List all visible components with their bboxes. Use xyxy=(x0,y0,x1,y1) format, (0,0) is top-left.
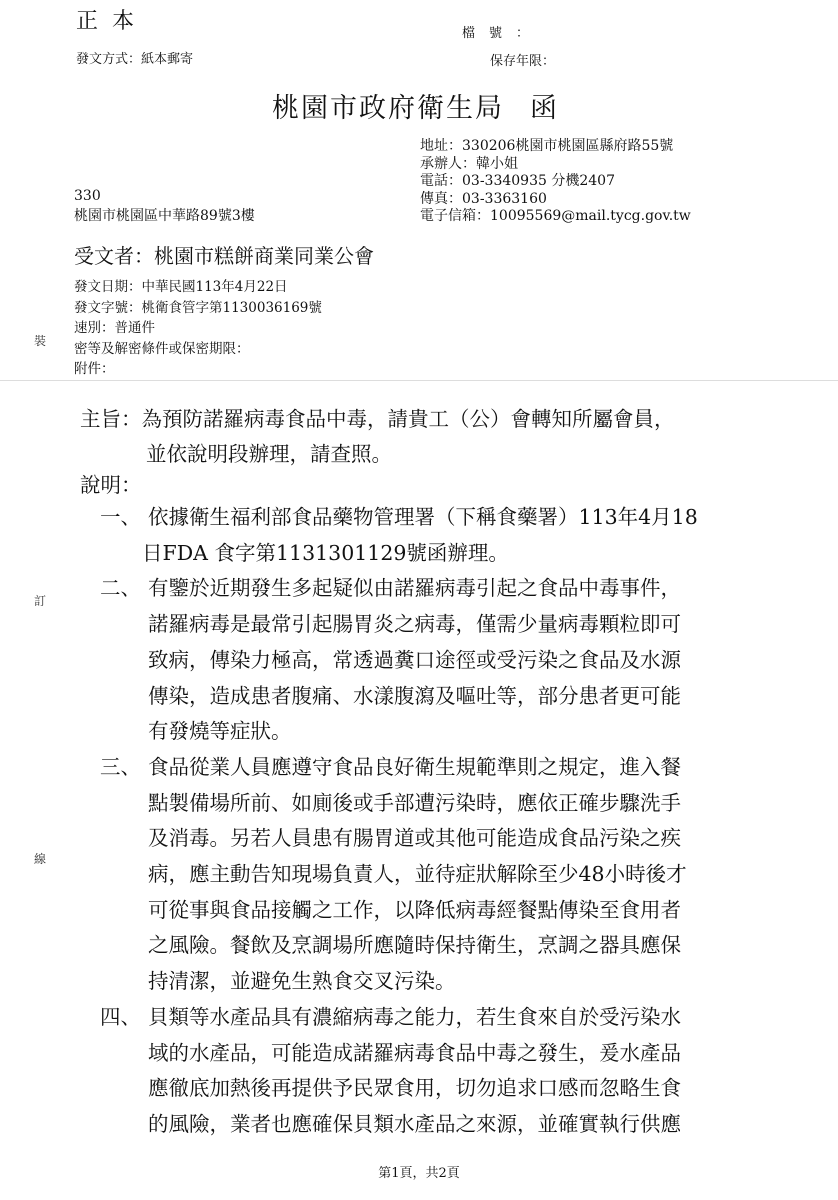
item-line: 傳染，造成患者腹痛、水漾腹瀉及嘔吐等，部分患者更可能 xyxy=(148,683,681,708)
issue-date: 發文日期：中華民國113年4月22日 xyxy=(74,279,288,295)
archive-number xyxy=(462,22,529,41)
document-title xyxy=(272,86,559,125)
binding-mark-staple: 訂 xyxy=(34,594,47,608)
recipient-street: 桃園市桃園區中華路89號3樓 xyxy=(74,208,255,224)
explanation-item-3 xyxy=(0,750,838,1000)
archive-number-label: 檔號 xyxy=(462,26,517,41)
explanation-heading: 說明： xyxy=(80,473,142,497)
delivery-speed: 速別：普通件 xyxy=(74,320,155,336)
item-line: 持清潔，並避免生熟食交叉污染。 xyxy=(148,969,456,994)
subject-line-2: 並依說明段辦理，請查照。 xyxy=(146,442,392,466)
sender-address: 地址：330206桃園市桃園區縣府路55號 xyxy=(420,138,674,154)
item-number: 三、 xyxy=(100,754,141,779)
item-line: 病，應主動告知現場負責人，並待症狀解除至少48小時後才 xyxy=(148,862,687,887)
item-line: 可從事與食品接觸之工作，以降低病毒經餐點傳染至食用者 xyxy=(148,897,681,922)
item-line: 有發燒等症狀。 xyxy=(148,719,292,744)
explanation-item-4 xyxy=(0,1000,838,1143)
binding-mark-bind: 裝 xyxy=(34,334,47,348)
recipient-address xyxy=(74,186,255,226)
recipient-zip: 330 xyxy=(74,188,101,204)
scan-divider xyxy=(0,380,838,381)
document-meta xyxy=(74,277,322,380)
explanation-item-1 xyxy=(0,500,838,571)
phone: 電話：03-3340935 分機2407 xyxy=(420,173,615,189)
item-line: 點製備場所前、如廁後或手部遭污染時，應依正確步驟洗手 xyxy=(148,790,681,815)
explanation-items xyxy=(0,500,838,1143)
subject xyxy=(80,402,675,472)
security-level: 密等及解密條件或保密期限： xyxy=(74,340,250,357)
archive-number-colon: ： xyxy=(516,26,530,41)
item-line: 日FDA 食字第1131301129號函辦理。 xyxy=(142,540,509,565)
agency-name: 桃園市政府衛生局 xyxy=(272,93,504,124)
document-type: 函 xyxy=(530,93,559,124)
item-line: 及消毒。另若人員患有腸胃道或其他可能造成食品污染之疾 xyxy=(148,826,681,851)
item-number: 四、 xyxy=(100,1004,141,1029)
explanation-item-2 xyxy=(0,571,838,750)
document-number: 發文字號：桃衛食管字第1130036169號 xyxy=(74,299,322,316)
item-line: 貝類等水產品具有濃縮病毒之能力，若生食來自於受污染水 xyxy=(148,1004,681,1029)
retention-period: 保存年限： xyxy=(490,54,556,69)
item-number: 二、 xyxy=(100,576,141,601)
item-number: 一、 xyxy=(100,505,141,529)
item-line: 的風險，業者也應確保貝類水產品之來源，並確實執行供應 xyxy=(148,1111,681,1136)
binding-mark-line: 線 xyxy=(34,852,47,866)
attachments: 附件： xyxy=(74,361,115,377)
addressee: 受文者：桃園市糕餅商業同業公會 xyxy=(74,244,374,268)
contact-person: 承辦人：韓小姐 xyxy=(420,155,518,172)
item-line: 致病，傳染力極高，常透過糞口途徑或受污染之食品及水源 xyxy=(148,647,681,672)
official-copy-label: 正本 xyxy=(76,9,149,34)
item-line: 有鑒於近期發生多起疑似由諾羅病毒引起之食品中毒事件， xyxy=(148,576,681,601)
item-line: 食品從業人員應遵守食品良好衛生規範準則之規定，進入餐 xyxy=(148,754,681,779)
send-method: 發文方式：紙本郵寄 xyxy=(76,52,194,67)
subject-line-1: 主旨：為預防諾羅病毒食品中毒，請貴工（公）會轉知所屬會員， xyxy=(80,407,675,431)
item-line: 應徹底加熱後再提供予民眾食用，切勿追求口感而忽略生食 xyxy=(148,1076,681,1101)
item-line: 域的水產品，可能造成諾羅病毒食品中毒之發生，爰水產品 xyxy=(148,1040,681,1065)
item-line: 之風險。餐飲及烹調場所應隨時保持衛生，烹調之器具應保 xyxy=(148,933,681,958)
email: 電子信箱：10095569@mail.tycg.gov.tw xyxy=(420,208,691,224)
item-line: 諾羅病毒是最常引起腸胃炎之病毒，僅需少量病毒顆粒即可 xyxy=(148,612,681,637)
fax: 傳真：03-3363160 xyxy=(420,190,547,207)
sender-info xyxy=(420,138,691,226)
item-line: 依據衛生福利部食品藥物管理署（下稱食藥署）113年4月18 xyxy=(148,505,698,529)
page-number: 第1頁，共2頁 xyxy=(378,1166,460,1181)
